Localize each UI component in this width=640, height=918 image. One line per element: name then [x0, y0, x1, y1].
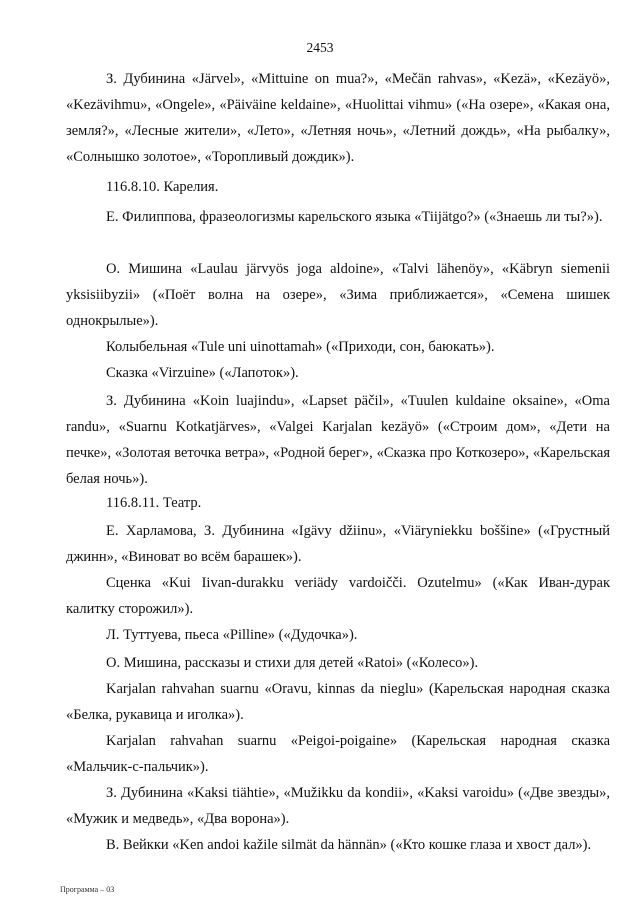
- paragraph-lullaby: Колыбельная «Tule uni uinottamah» («Приходи, сон, баюкать»).: [106, 339, 495, 355]
- paragraph-mishina-poems: О. Мишина «Laulau järvyös joga aldoine», «Talvi lähenöy», «Käbryn siemenii yksisiibyzii» («Поёт волна на озере», «Зима приближается», «Семена шишек однокрылые»).: [66, 261, 610, 329]
- paragraph-kharlamova: Е. Харламова, З. Дубинина «Igävy džiinu», «Viäryniekku boššine» («Грустный джинн», «Виноват во всём барашек»).: [66, 523, 610, 565]
- section-heading-theatre: 116.8.11. Театр.: [106, 495, 202, 511]
- paragraph-scene-iivan: Сценка «Kui Iivan-durakku veriädy vardoičči. Ozutelmu» («Как Иван-дурак калитку сторожил»).: [66, 575, 610, 617]
- page-footer: Программа – 03: [60, 885, 115, 894]
- paragraph-filippova: Е. Филиппова, фразеологизмы карельского языка «Tiijätgo?» («Знаешь ли ты?»).: [106, 209, 603, 225]
- paragraph-tuttueva: Л. Туттуева, пьеса «Pilline» («Дудочка»).: [106, 627, 358, 643]
- paragraph-mishina-ratoi: О. Мишина, рассказы и стихи для детей «Ratoi» («Колесо»).: [106, 655, 479, 671]
- paragraph-veikki: В. Вейкки «Ken andoi kažile silmät da hännän» («Кто кошке глаза и хвост дал»).: [106, 837, 592, 853]
- page-number: 2453: [306, 40, 334, 55]
- paragraph-tale-oravu: Karjalan rahvahan suarnu «Oravu, kinnas da nieglu» (Карельская народная сказка «Белка, рукавица и иголка»).: [66, 681, 610, 723]
- paragraph-dubinina-poems: З. Дубинина «Järvel», «Mittuine on mua?», «Mečän rahvas», «Kezä», «Kezäyö», «Kezävihmu», «Ongele», «Päiväine keldaine», «Huolittai vihmu» («На озере», «Какая она, земля?», «Лесные жители», «Лето», «Летняя ночь», «Летний дождь», «На рыбалку», «Солнышко золотое», «Торопливый дождик»).: [66, 71, 610, 165]
- paragraph-tale-peigoi: Karjalan rahvahan suarnu «Peigoi-poigaine» (Карельская народная сказка «Мальчик-с-пальчик»).: [66, 733, 610, 775]
- paragraph-tale-virzuine: Сказка «Virzuine» («Лапоток»).: [106, 365, 299, 381]
- section-heading-karelia: 116.8.10. Карелия.: [106, 179, 219, 195]
- paragraph-dubinina-karelia: З. Дубинина «Koin luajindu», «Lapset päčil», «Tuulen kuldaine oksaine», «Oma randu», «Suarnu Kotkatjärves», «Valgei Karjalan kezäyö» («Строим дом», «Дети на печке», «Золотая веточка ветра», «Родной берег», «Сказка про Коткозеро», «Карельская белая ночь»).: [66, 393, 610, 487]
- paragraph-dubinina-kaksi: З. Дубинина «Kaksi tiähtie», «Mužikku da kondii», «Kaksi varoidu» («Две звезды», «Мужик и медведь», «Два ворона»).: [66, 785, 610, 827]
